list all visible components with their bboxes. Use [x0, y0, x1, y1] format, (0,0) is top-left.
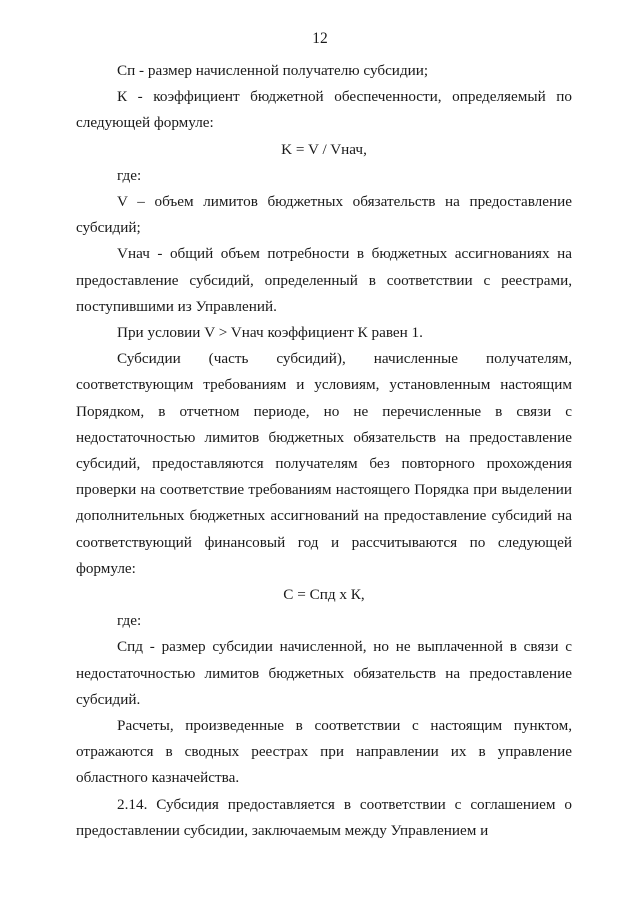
- definition-spd: Спд - размер субсидии начисленной, но не выплаченной в связи с недостаточностью лимитов бюджетных обязательств на предоставление субсидий.: [76, 638, 572, 708]
- subsidies-paragraph: Субсидии (часть субсидий), начисленные получателям, соответствующим требованиям и условиям, установленным настоящим Порядком, в отчетном периоде, но не перечисленные в связи с недостаточностью лимитов бюджетных обязательств на предоставление субсидий, предоставляются получателям без повторного прохождения проверки на соответствие требованиям настоящего Порядка при выделении дополнительных бюджетных ассигнований на предоставление субсидий на соответствующий финансовый год и рассчитываются по следующей формуле:: [76, 350, 572, 577]
- document-body: [76, 58, 572, 844]
- definition-v: V – объем лимитов бюджетных обязательств на предоставление субсидий;: [76, 193, 572, 237]
- page-number: 12: [312, 30, 328, 47]
- definition-sp: Сп - размер начисленной получателю субсидии;: [117, 62, 429, 79]
- definition-k: К - коэффициент бюджетной обеспеченности, определяемый по следующей формуле:: [76, 88, 572, 132]
- definition-vnach: Vнач - общий объем потребности в бюджетных ассигнованиях на предоставление субсидий, определенный в соответствии с реестрами, поступившими из Управлений.: [76, 245, 572, 315]
- calculations-paragraph: Расчеты, произведенные в соответствии с настоящим пунктом, отражаются в сводных реестрах при направлении их в управление областного казначейства.: [76, 717, 572, 787]
- where-label-2: где:: [117, 612, 142, 630]
- formula-k: K = V / Vнач,: [281, 140, 367, 158]
- where-label-1: где:: [117, 166, 142, 184]
- formula-c: С = Спд х К,: [283, 586, 365, 604]
- section-2-14-paragraph: 2.14. Субсидия предоставляется в соответствии с соглашением о предоставлении субсидии, заключаемым между Управлением и: [76, 795, 572, 839]
- condition-paragraph: При условии V > Vнач коэффициент К равен 1.: [117, 324, 423, 342]
